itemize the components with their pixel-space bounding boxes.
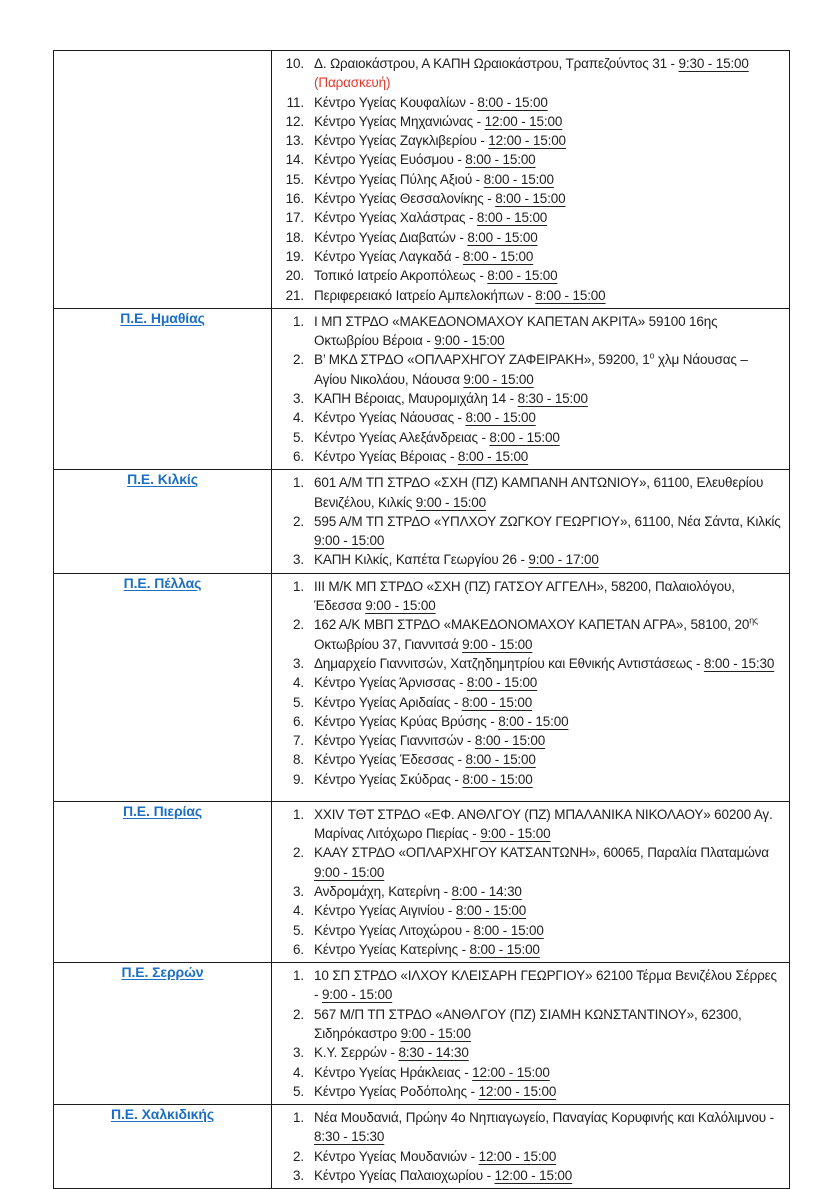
location-text [304, 150, 783, 169]
day-note: (Παρασκευή) [314, 75, 391, 91]
location-text [304, 228, 783, 247]
location-item [272, 247, 783, 266]
location-name: Κέντρο Υγείας Αλεξάνδρειας - [314, 429, 490, 445]
hours-text: 8:00 - 15:00 [466, 675, 538, 691]
location-name: Κέντρο Υγείας Αριδαίας - [314, 694, 462, 710]
location-item [272, 408, 783, 427]
location-text [304, 1147, 783, 1166]
hours-text: 8:00 - 15:00 [473, 922, 544, 938]
item-number: 4. [293, 410, 304, 426]
location-text [304, 408, 783, 427]
location-item [272, 1108, 783, 1147]
location-name: Νέα Μουδανιά, Πρώην 4ο Νηπιαγωγείο, Παναγίας Κορυφινής και Καλόλιμνου - [314, 1110, 774, 1126]
location-text [304, 1005, 783, 1044]
region-label: Π.Ε. Σερρών [121, 964, 204, 981]
hours-text: 12:00 - 15:00 [484, 113, 563, 129]
location-item [272, 312, 783, 351]
location-item [272, 350, 783, 389]
location-item [272, 770, 783, 789]
hours-text: 9:00 - 15:00 [365, 598, 436, 614]
location-text [304, 577, 783, 616]
location-text [304, 770, 783, 789]
location-text [304, 1043, 783, 1062]
location-item [272, 805, 783, 844]
region-label: Π.Ε. Ημαθίας [120, 309, 205, 326]
location-item [272, 712, 783, 731]
location-item [272, 1166, 783, 1185]
location-item [272, 654, 783, 673]
location-name: Κέντρο Υγείας Γιαννιτσών - [314, 733, 475, 749]
hours-text: 8:30 - 15:30 [314, 1129, 385, 1145]
location-name: Κέντρο Υγείας Πύλης Αξιού - [314, 171, 484, 187]
item-number: 6. [293, 448, 304, 464]
location-item [272, 750, 783, 769]
location-text [304, 93, 783, 112]
item-number: 15. [285, 171, 304, 187]
hours-text: 8:00 - 15:30 [703, 655, 775, 671]
location-text [304, 731, 783, 750]
location-item [272, 731, 783, 750]
hours-text: 8:00 - 15:00 [461, 694, 533, 710]
location-name: Κέντρο Υγείας Νάουσας - [314, 410, 466, 426]
location-name: Κέντρο Υγείας Ζαγκλιβερίου - [314, 133, 489, 149]
item-number: 16. [285, 191, 304, 207]
location-text [304, 882, 783, 901]
region-cell [54, 470, 272, 573]
location-item [272, 150, 783, 169]
region-row [54, 1105, 790, 1189]
item-number: 3. [293, 655, 304, 671]
location-text [304, 54, 783, 93]
location-item [272, 93, 783, 112]
location-name: Δημαρχείο Γιαννιτσών, Χατζηδημητρίου και Εθνικής Αντιστάσεως - [314, 655, 704, 671]
hours-text: 8:00 - 15:00 [476, 210, 548, 226]
location-text [304, 428, 783, 447]
location-item [272, 693, 783, 712]
location-name: Τοπικό Ιατρείο Ακροπόλεως - [314, 268, 488, 284]
location-item [272, 428, 783, 447]
item-number: 5. [293, 1083, 304, 1099]
location-name: Κέντρο Υγείας Άρνισσας - [314, 675, 467, 691]
location-text [304, 208, 783, 227]
location-name: Κέντρο Υγείας Αιγινίου - [314, 903, 456, 919]
region-label: Π.Ε. Χαλκιδικής [110, 1106, 215, 1123]
hours-text: 9:00 - 15:00 [400, 1025, 471, 1041]
location-text [304, 673, 783, 692]
item-number: 5. [293, 694, 304, 710]
item-number: 2. [293, 1006, 304, 1022]
locations-cell [272, 51, 790, 309]
hours-text: 12:00 - 15:00 [488, 133, 566, 149]
location-text [304, 805, 783, 844]
item-number: 2. [293, 1148, 304, 1164]
region-row [54, 51, 790, 309]
hours-text: 8:00 - 15:00 [477, 94, 548, 110]
location-item [272, 189, 783, 208]
item-number: 18. [285, 229, 304, 245]
location-name: ο [649, 350, 655, 361]
item-number: 1. [293, 806, 304, 822]
hours-text: 8:00 - 15:00 [462, 771, 533, 787]
item-number: 1. [293, 578, 304, 594]
item-number: 2. [293, 352, 304, 368]
item-number: 7. [293, 733, 304, 749]
location-name: Κέντρο Υγείας Θεσσαλονίκης - [314, 191, 496, 207]
hours-text: 8:00 - 15:00 [469, 941, 540, 957]
hours-text: 9:00 - 15:00 [314, 533, 385, 549]
locations-cell [272, 801, 790, 962]
item-number: 4. [293, 675, 304, 691]
location-item [272, 1063, 783, 1082]
location-item [272, 921, 783, 940]
item-number: 1. [293, 1110, 304, 1126]
hours-text: 9:00 - 15:00 [462, 636, 533, 652]
location-name: Κέντρο Υγείας Κατερίνης - [314, 941, 470, 957]
location-name: Κέντρο Υγείας Ηράκλειας - [314, 1064, 473, 1080]
location-text [304, 131, 783, 150]
location-item [272, 901, 783, 920]
hours-text: 9:00 - 15:00 [321, 987, 393, 1003]
locations-table-body [54, 51, 790, 1189]
item-number: 1. [293, 313, 304, 329]
location-text [304, 940, 783, 959]
location-text [304, 312, 783, 351]
locations-cell [272, 308, 790, 469]
location-name: Κέντρο Υγείας Κρύας Βρύσης - [314, 713, 499, 729]
region-cell [54, 51, 272, 309]
location-name: Περιφερειακό Ιατρείο Αμπελοκήπων - [314, 287, 536, 303]
location-item [272, 843, 783, 882]
hours-text: 8:00 - 15:00 [455, 903, 527, 919]
location-item [272, 550, 783, 569]
locations-cell [272, 470, 790, 573]
item-number: 2. [293, 845, 304, 861]
item-number: 11. [286, 94, 304, 110]
location-name: 601 Α/Μ ΤΠ ΣΤΡΔΟ «ΣΧΗ (ΠΖ) ΚΑΜΠΑΝΗ ΑΝΤΩΝΙΟΥ», 61100, Ελευθερίου Βενιζέλου, Κιλκίς [314, 475, 764, 510]
hours-text: 9:30 - 15:00 [678, 56, 749, 71]
hours-text: 8:00 - 15:00 [495, 191, 566, 207]
location-text [304, 966, 783, 1005]
region-label: Π.Ε. Κιλκίς [127, 471, 198, 488]
hours-text: 12:00 - 15:00 [478, 1148, 557, 1164]
hours-text: 8:00 - 15:00 [465, 410, 536, 426]
region-label: Π.Ε. Πιερίας [123, 802, 202, 819]
location-name: 595 Α/Μ ΤΠ ΣΤΡΔΟ «ΥΠΛΧΟΥ ΖΩΓΚΟΥ ΓΕΩΡΓΙΟΥ», 61100, Νέα Σάντα, Κιλκίς [314, 513, 781, 529]
item-number: 6. [293, 713, 304, 729]
location-text [304, 1166, 783, 1185]
region-row [54, 801, 790, 962]
item-number: 12. [285, 113, 304, 129]
hours-text: 8:00 - 15:00 [457, 448, 529, 464]
hours-text: 8:00 - 14:30 [451, 883, 522, 899]
location-item [272, 882, 783, 901]
hours-text: 8:00 - 15:00 [487, 268, 558, 284]
location-text [304, 286, 783, 305]
location-name: Κέντρο Υγείας Χαλάστρας - [314, 210, 477, 226]
hours-text: 9:00 - 15:00 [415, 494, 487, 510]
location-item [272, 577, 783, 616]
locations-cell [272, 963, 790, 1105]
location-text [304, 112, 783, 131]
location-name: ΚΑΑΥ ΣΤΡΔΟ «ΟΠΛΑΡΧΗΓΟΥ ΚΑΤΣΑΝΤΩΝΗ», 60065, Παραλία Πλαταμώνα [314, 845, 769, 861]
region-cell [54, 573, 272, 801]
location-text [304, 843, 783, 882]
region-cell [54, 801, 272, 962]
location-text [304, 750, 783, 769]
location-name: 567 Μ/Π ΤΠ ΣΤΡΔΟ «ΑΝΘΛΓΟΥ (ΠΖ) ΣΙΑΜΗ ΚΩΝΣΤΑΝΤΙΝΟΥ», 62300, Σιδηρόκαστρο [314, 1006, 742, 1041]
location-name: Ανδρομάχη, Κατερίνη - [314, 883, 452, 899]
hours-text: 8:00 - 15:00 [462, 248, 534, 264]
location-text [304, 389, 783, 408]
hours-text: 9:00 - 15:00 [480, 826, 551, 842]
location-text [304, 1063, 783, 1082]
location-name: Δ. Ωραιοκάστρου, Α ΚΑΠΗ Ωραιοκάστρου, Τραπεζούντος 31 - [314, 56, 679, 71]
item-number: 19. [285, 248, 304, 264]
region-label: Π.Ε. Πέλλας [123, 574, 202, 591]
location-name: Οκτωβρίου 37, Γιαννιτσά [314, 636, 463, 652]
item-number: 3. [293, 1045, 304, 1061]
hours-text: 12:00 - 15:00 [494, 1168, 573, 1184]
vaccination-locations-table [53, 50, 790, 1189]
location-item [272, 1005, 783, 1044]
location-name: ΚΑΠΗ Βέροιας, Μαυρομιχάλη 14 - [314, 391, 518, 407]
location-name: Κ.Υ. Σερρών - [314, 1045, 399, 1061]
location-item [272, 966, 783, 1005]
hours-text: 9:00 - 15:00 [314, 864, 385, 880]
hours-text: 8:00 - 15:00 [465, 152, 536, 168]
region-row [54, 573, 790, 801]
item-number: 14. [285, 152, 304, 168]
location-name: Κέντρο Υγείας Ευόσμου - [314, 152, 466, 168]
item-number: 5. [293, 922, 304, 938]
location-name: ΚΑΠΗ Κιλκίς, Καπέτα Γεωργίου 26 - [314, 552, 529, 568]
location-item [272, 512, 783, 551]
location-name: Κέντρο Υγείας Έδεσσας - [314, 752, 466, 768]
item-number: 4. [293, 903, 304, 919]
locations-cell [272, 573, 790, 801]
item-number: 2. [293, 617, 304, 633]
location-name: Κέντρο Υγείας Ροδόπολης - [314, 1083, 479, 1099]
location-text [304, 189, 783, 208]
location-text [304, 1108, 783, 1147]
location-name: Κέντρο Υγείας Μουδανιών - [314, 1148, 479, 1164]
location-item [272, 286, 783, 305]
locations-cell [272, 1105, 790, 1189]
item-number: 3. [293, 1168, 304, 1184]
item-number: 3. [293, 883, 304, 899]
hours-text: 8:00 - 15:00 [483, 171, 554, 187]
location-item [272, 112, 783, 131]
location-text [304, 1082, 783, 1101]
item-number: 9. [293, 771, 304, 787]
location-name: Κέντρο Υγείας Μηχανιώνας - [314, 113, 485, 129]
location-item [272, 447, 783, 466]
item-number: 1. [293, 968, 304, 984]
hours-text: 12:00 - 15:00 [472, 1064, 550, 1080]
location-name: Κέντρο Υγείας Λιτοχώρου - [314, 922, 474, 938]
location-name: 10 ΣΠ ΣΤΡΔΟ «ΙΛΧΟΥ ΚΛΕΙΣΑΡΗ ΓΕΩΡΓΙΟΥ» 62100 Τέρμα Βενιζέλου Σέρρες - [314, 968, 777, 1003]
item-number: 6. [293, 941, 304, 957]
hours-text: 8:30 - 15:00 [517, 391, 588, 407]
region-cell [54, 1105, 272, 1189]
location-text [304, 350, 783, 389]
location-item [272, 473, 783, 512]
item-number: 20. [285, 268, 304, 284]
item-number: 3. [293, 552, 304, 568]
location-item [272, 54, 783, 93]
region-row [54, 470, 790, 573]
hours-text: 8:00 - 15:00 [465, 752, 536, 768]
location-name: XXIV ΤΘΤ ΣΤΡΔΟ «ΕΦ. ΑΝΘΛΓΟΥ (ΠΖ) ΜΠΑΛΑΝΙΚΑ ΝΙΚΟΛΑΟΥ» 60200 Αγ. Μαρίνας Λιτόχωρο Πιερίας - [314, 806, 773, 842]
item-number: 21. [285, 287, 304, 303]
location-text [304, 473, 783, 512]
region-cell [54, 963, 272, 1105]
item-number: 1. [293, 475, 304, 491]
location-text [304, 615, 783, 654]
location-item [272, 208, 783, 227]
location-item [272, 940, 783, 959]
location-text [304, 712, 783, 731]
location-name: Κέντρο Υγείας Κουφαλίων - [314, 94, 478, 110]
hours-text: 9:00 - 15:00 [463, 371, 534, 387]
location-item [272, 673, 783, 692]
location-item [272, 131, 783, 150]
item-number: 4. [293, 1064, 304, 1080]
region-row [54, 308, 790, 469]
item-number: 17. [285, 210, 304, 226]
location-name: χλμ Νάουσας – Αγίου Νικολάου, Νάουσα [314, 352, 748, 387]
hours-text: 9:00 - 17:00 [528, 552, 599, 568]
location-name: Κέντρο Υγείας Βέροιας - [314, 448, 458, 464]
location-item [272, 1043, 783, 1062]
item-number: 2. [293, 513, 304, 529]
location-item [272, 170, 783, 189]
location-item [272, 228, 783, 247]
location-name: ΙΙΙ Μ/Κ ΜΠ ΣΤΡΔΟ «ΣΧΗ (ΠΖ) ΓΑΤΣΟΥ ΑΓΓΕΛΗ», 58200, Παλαιολόγου, Έδεσσα [314, 578, 735, 614]
hours-text: 8:00 - 15:00 [467, 229, 538, 245]
location-item [272, 1082, 783, 1101]
location-name: Κέντρο Υγείας Λαγκαδά - [314, 248, 463, 264]
location-text [304, 266, 783, 285]
location-name: Κέντρο Υγείας Σκύδρας - [314, 771, 463, 787]
location-item [272, 266, 783, 285]
location-name: Ι ΜΠ ΣΤΡΔΟ «ΜΑΚΕΔΟΝΟΜΑΧΟΥ ΚΑΠΕΤΑΝ ΑΚΡΙΤΑ» 59100 16ης Οκτωβρίου Βέροια - [314, 313, 718, 349]
location-text [304, 921, 783, 940]
location-name: Β’ ΜΚΔ ΣΤΡΔΟ «ΟΠΛΑΡΧΗΓΟΥ ΖΑΦΕΙΡΑΚΗ», 59200, 1 [314, 352, 650, 368]
location-text [304, 447, 783, 466]
item-number: 13. [285, 133, 304, 149]
location-name: Κέντρο Υγείας Διαβατών - [314, 229, 468, 245]
location-text [304, 693, 783, 712]
hours-text: 8:00 - 15:00 [489, 429, 560, 445]
region-cell [54, 308, 272, 469]
hours-text: 8:00 - 15:00 [535, 287, 606, 303]
hours-text: 9:00 - 15:00 [434, 333, 505, 349]
location-item [272, 389, 783, 408]
item-number: 5. [293, 429, 304, 445]
location-name: Κέντρο Υγείας Παλαιοχωρίου - [314, 1168, 495, 1184]
hours-text: 8:00 - 15:00 [498, 713, 569, 729]
hours-text: 8:30 - 14:30 [398, 1045, 469, 1061]
location-text [304, 247, 783, 266]
hours-text: 12:00 - 15:00 [478, 1083, 557, 1099]
location-item [272, 1147, 783, 1166]
item-number: 10. [285, 56, 304, 71]
location-text [304, 170, 783, 189]
item-number: 3. [293, 391, 304, 407]
hours-text: 8:00 - 15:00 [474, 733, 546, 749]
location-text [304, 654, 783, 673]
location-name: 162 Α/Κ ΜΒΠ ΣΤΡΔΟ «ΜΑΚΕΔΟΝΟΜΑΧΟΥ ΚΑΠΕΤΑΝ ΑΓΡΑ», 58100, 20 [314, 617, 750, 633]
region-row [54, 963, 790, 1105]
item-number: 8. [293, 752, 304, 768]
location-name: ης [749, 615, 758, 626]
location-text [304, 512, 783, 551]
location-item [272, 615, 783, 654]
location-text [304, 901, 783, 920]
location-text [304, 550, 783, 569]
